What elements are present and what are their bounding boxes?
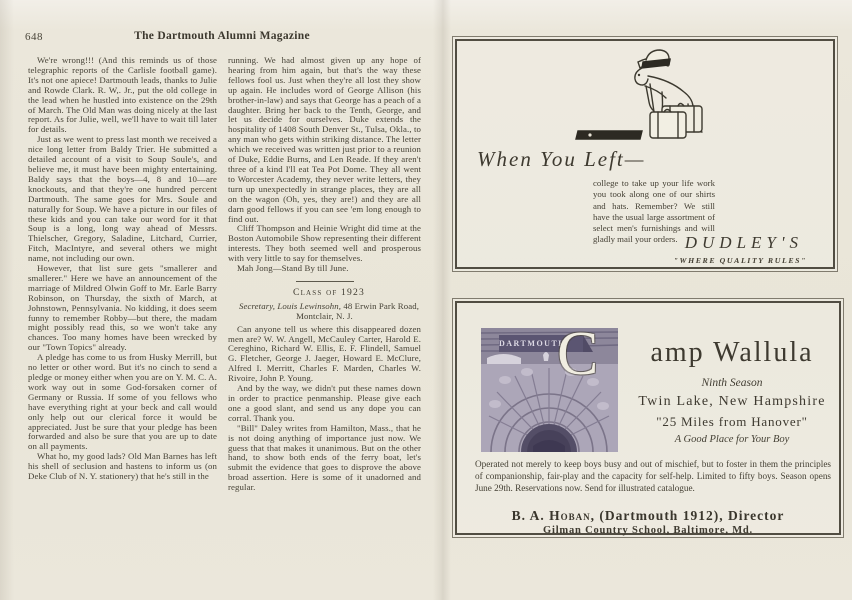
secretary-label: Secretary, (238, 300, 276, 311)
section-divider (296, 281, 354, 282)
camp-school-line: Gilman Country School, Baltimore, Md. (543, 525, 753, 536)
magazine-title: The Dartmouth Alumni Magazine (134, 30, 310, 42)
page-number: 648 (25, 31, 43, 43)
paragraph: Can anyone tell us where this disappeared dozen men are? W. W. Angell, McCauley Carter, Harold E. Cereghino, Richard W. Ellis, E. F. Flindell, Samuel G. Fletcher, George J. Jaeger, Howard E. McClure, Alfred I. Merritt, Charles F. Marden, Charles W. Rivoire, John P. Young. (228, 323, 421, 384)
camp-title: amp Wallula (650, 337, 814, 368)
text-column-left (28, 56, 217, 578)
paragraph: And by the way, we didn't put these names down in order to practice penmanship. Please give each one a good slant, and send us any dope you can corral. Thank you. (228, 383, 421, 423)
dudleys-tagline: "WHERE QUALITY RULES" (673, 256, 807, 265)
traveler-with-suitcases-illustration (550, 46, 740, 146)
director-name: B. A. Hoban, (511, 508, 595, 523)
dudleys-headline: When You Left— (477, 147, 646, 171)
paragraph: running. We had almost given up any hope of hearing from him again, but that's the way these fellows fool us. Just when they're all lost they show up again. He includes word of George Allison (his brother-in-law) and says that George has a peach of a daughter. Bring her back to the Tenth, George, and let us decide for ourselves. Duke extends the hospitality of 1408 South Denver St., Tulsa, Okla., to any man who gets within striking distance. The letter which we received was written just prior to a reunion of Duke, Eddie Burns, and Len Reade. If they aren't three of a kind I'll eat Tea Pot Dome. They all went to Worcester Academy, they never write letters, they turn up unexpectedly in strange places, they are all on the wagon (Oh, yes, they are!) and they are all darn good fellows if you can see 'em long enough to find out. (228, 56, 421, 224)
camp-ad-border (455, 301, 841, 535)
camp-distance: "25 Miles from Hanover" (656, 414, 808, 429)
paragraph: Mah Jong—Stand By till June. (237, 263, 349, 274)
camp-season: Ninth Season (701, 377, 763, 389)
secretary-name: Louis Lewinsohn, (275, 300, 342, 311)
camp-slogan: A Good Place for Your Boy (674, 434, 790, 445)
dudleys-ad-border (455, 39, 835, 269)
dudleys-ad (452, 36, 838, 272)
dudleys-brand-name: DUDLEY'S (684, 233, 803, 252)
camp-director-line (457, 508, 839, 524)
paragraph: A pledge has come to us from Husky Merrill, but no letter or other word. But it's no cinch to send a pledge or money either when you are on Y. M. C. A. work way out in some God-forsaken corner of Germany or Russia. If some of you fellows who have everything right at your beck and call would only help out our clerical force it would be appreciated. Just be sure that your pledge has been forwarded and also be sure that you are up to date on all payments. (28, 352, 217, 452)
camp-title-initial: C (557, 320, 599, 388)
class-secretary-line (228, 302, 421, 322)
dartmouth-banner-label: DARTMOUTH (499, 339, 566, 348)
class-heading: Class of 1923 (292, 286, 366, 298)
camp-body-text: Operated not merely to keep boys busy and out of mischief, but to foster in them the principles of companionship, fair-play and the capacity for self-help. Limited to fifty boys. Season opens June 29th. Reservations now. Send for illustrated catalogue. (475, 459, 831, 493)
camp-wallula-ad (452, 298, 844, 538)
paragraph: However, that list sure gets "smallerer and smallerer." Here we have an announcement of the marriage of Mildred Olwin Goff to Mr. Earle Barry Robinson, on Thursday, the sixth of March, at Johnstown, Pennsylvania. No kidding, it does seem funny to remember Robby—but there, the madam might possibly read this, so we won't take any chances. Too many homes have been wrecked by our "Town Topics" already. (28, 263, 217, 353)
paragraph: What ho, my good lads? Old Man Barnes has left his shell of seclusion and hastens to inform us (on Deke Club of N. Y. stationery) that he's still in the (28, 451, 217, 482)
dudleys-body-text: college to take up your life work you took along one of our shirts and hats. Remember? We still have the usual large assortment of select men's furnishings and will gladly mail your orders. (593, 178, 715, 245)
paragraph: Cliff Thompson and Heinie Wright did time at the Boston Automobile Show representing their different interests. They both seemed well and prosperous with very little to say for themselves. (228, 223, 421, 264)
camp-location: Twin Lake, New Hampshire (638, 394, 826, 409)
paragraph: Just as we went to press last month we received a nice long letter from Baldy Trier. He submitted a detailed account of a visit to Soup Soule's, and believe me, it must have been mighty entertaining. Baldy says that the boys—4, 8 and 10—are knockouts, and that they're one hundred percent Dartmouth. The same goes for Mrs. Soule and naturally for Soup. We have a picture in our files of these kids and you can take our word for it that Soup is a long, long way ahead of Messrs. Thielscher, Gregory, Saladine, Litchard, Currier, Fitch, MacIntyre, and several others we might name, not including our own. (28, 134, 217, 264)
secretary-address: 48 Erwin Park Road, Montclair, N. J. (296, 300, 420, 321)
text-column-right (228, 56, 421, 578)
director-title: (Dartmouth 1912), Director (594, 508, 785, 523)
paragraph: "Bill" Daley writes from Hamilton, Mass., that he is not doing anything of importance just now. We guess that that makes it unanimous. But on the other hand, to show both ends of the ferry boat, let's submit the evidence that goes to disprove the above broad assertion. Here is some of it unadorned and regular. (228, 422, 421, 493)
paragraph: We're wrong!!! (And this reminds us of those telegraphic reports of the Carlisle football game). It's not one apiece! Dartmouth leads, thanks to Julie and Rowde Clark. R. W,. Jr., put the old college in the lead when he hustled into existence on the 29th of March. The Old Man was doing nicely at the last report. As for Julie, well, we'll have to wait till later for details. (28, 56, 217, 135)
